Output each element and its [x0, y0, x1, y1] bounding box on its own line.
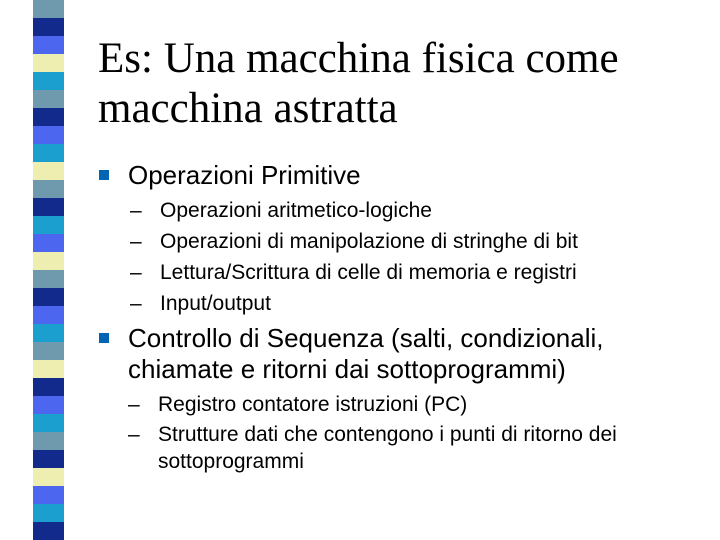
- stripe-segment: [33, 90, 64, 108]
- subitem-strutture-dati-line-1: Strutture dati che contengono i punti di ritorno dei: [158, 423, 617, 446]
- dash-icon: –: [130, 292, 142, 315]
- stripe-segment: [33, 270, 64, 288]
- stripe-segment: [33, 36, 64, 54]
- stripe-segment: [33, 414, 64, 432]
- bullet-operazioni-primitive: Operazioni Primitive: [128, 160, 361, 190]
- subitem-manipolazione-bit: Operazioni di manipolazione di stringhe di bit: [160, 230, 578, 253]
- subitem-registro-pc: Registro contatore istruzioni (PC): [158, 393, 468, 416]
- stripe-segment: [33, 18, 64, 36]
- stripe-segment: [33, 198, 64, 216]
- decorative-stripe-bar: [33, 0, 64, 540]
- stripe-segment: [33, 288, 64, 306]
- dash-icon: –: [130, 230, 142, 253]
- stripe-segment: [33, 108, 64, 126]
- stripe-segment: [33, 0, 64, 18]
- stripe-segment: [33, 252, 64, 270]
- bullet-controllo-sequenza-line-1: Controllo di Sequenza (salti, condizionali,: [128, 323, 604, 353]
- dash-icon: –: [128, 423, 140, 446]
- dash-icon: –: [130, 199, 142, 222]
- dash-icon: –: [128, 393, 140, 416]
- stripe-segment: [33, 54, 64, 72]
- stripe-segment: [33, 144, 64, 162]
- bullet-square-icon: [99, 170, 109, 180]
- bullet-square-icon: [99, 333, 109, 343]
- slide-title: [98, 34, 698, 134]
- stripe-segment: [33, 234, 64, 252]
- bullet-controllo-sequenza-line-2: chiamate e ritorni dai sottoprogrammi): [128, 354, 566, 384]
- stripe-segment: [33, 342, 64, 360]
- subitem-strutture-dati-line-2: sottoprogrammi: [158, 450, 304, 473]
- stripe-segment: [33, 432, 64, 450]
- stripe-segment: [33, 522, 64, 540]
- stripe-segment: [33, 72, 64, 90]
- subitem-lettura-scrittura: Lettura/Scrittura di celle di memoria e registri: [160, 261, 577, 284]
- stripe-segment: [33, 324, 64, 342]
- subitem-aritmetico-logiche: Operazioni aritmetico-logiche: [160, 199, 432, 222]
- stripe-segment: [33, 180, 64, 198]
- subitem-input-output: Input/output: [160, 292, 271, 315]
- stripe-segment: [33, 126, 64, 144]
- slide-title-line-1: Es: Una macchina fisica come: [98, 35, 619, 82]
- stripe-segment: [33, 306, 64, 324]
- stripe-segment: [33, 162, 64, 180]
- stripe-segment: [33, 396, 64, 414]
- stripe-segment: [33, 504, 64, 522]
- stripe-segment: [33, 450, 64, 468]
- stripe-segment: [33, 216, 64, 234]
- dash-icon: –: [130, 261, 142, 284]
- slide-title-line-2: macchina astratta: [98, 85, 398, 132]
- stripe-segment: [33, 378, 64, 396]
- stripe-segment: [33, 360, 64, 378]
- stripe-segment: [33, 486, 64, 504]
- stripe-segment: [33, 468, 64, 486]
